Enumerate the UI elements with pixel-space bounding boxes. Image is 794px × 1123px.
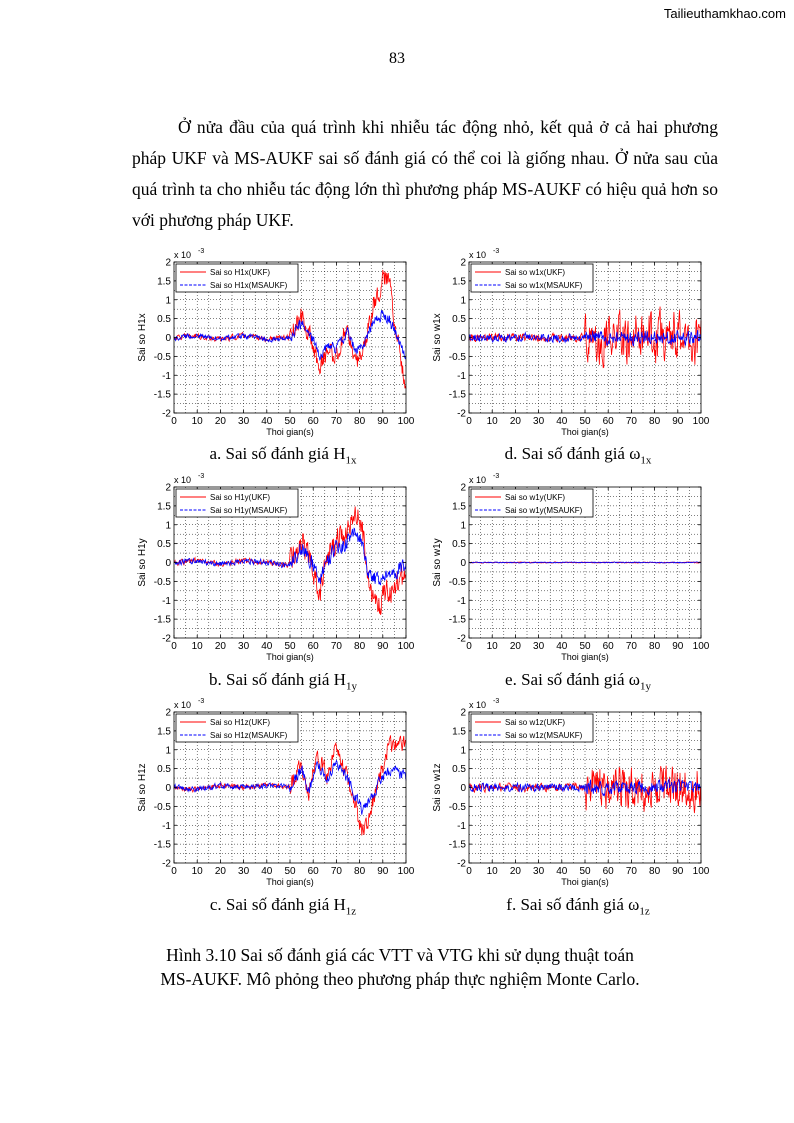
x-tick-label: 80 (649, 416, 661, 427)
y-tick-label: 1.5 (452, 726, 466, 738)
x-tick-label: 80 (354, 416, 366, 427)
y-tick-label: -1.5 (153, 614, 171, 626)
legend-entry: Sai so w1x(MSAUKF) (505, 281, 583, 290)
chart-a (136, 247, 430, 442)
y-tick-label: -1.5 (153, 839, 171, 851)
plot-c (136, 697, 430, 892)
y-tick-label: -0.5 (448, 351, 466, 363)
x-tick-label: 30 (238, 416, 250, 427)
y-tick-label: -1 (162, 370, 171, 382)
exponent-label: x 10 (469, 700, 487, 710)
caption-d: d. Sai số đánh giá $\omega_{1x}$ (504, 444, 652, 467)
caption-c: c. Sai số đánh giá $H_{1z}$ (209, 895, 357, 918)
y-tick-label: 1 (165, 520, 171, 532)
x-tick-label: 30 (533, 866, 545, 877)
y-tick-label: 0 (165, 783, 171, 794)
x-tick-label: 0 (466, 866, 472, 877)
legend-entry: Sai so w1x(UKF) (505, 268, 566, 277)
exponent-label: x 10 (174, 475, 192, 485)
x-tick-label: 90 (377, 866, 389, 877)
x-tick-label: 70 (625, 416, 637, 427)
x-tick-label: 40 (261, 866, 273, 877)
x-tick-label: 20 (509, 866, 521, 877)
y-tick-label: 0 (460, 333, 466, 344)
x-tick-label: 90 (377, 416, 389, 427)
y-tick-label: 0.5 (452, 314, 466, 326)
x-tick-label: 60 (307, 416, 319, 427)
x-tick-label: 60 (307, 641, 319, 652)
x-tick-label: 50 (284, 641, 296, 652)
legend-entry: Sai so H1y(UKF) (210, 493, 271, 502)
x-tick-label: 100 (692, 416, 710, 427)
x-tick-label: 20 (509, 416, 521, 427)
y-tick-label: 1.5 (157, 276, 171, 288)
y-tick-label: 0 (460, 783, 466, 794)
x-axis-label: Thoi gian(s) (561, 877, 609, 887)
x-tick-label: 80 (649, 866, 661, 877)
y-axis-label: Sai so w1z (432, 763, 443, 812)
y-tick-label: -2 (457, 633, 466, 645)
y-tick-label: 1 (460, 745, 466, 757)
x-tick-label: 100 (397, 866, 415, 877)
legend-entry: Sai so H1z(UKF) (210, 718, 271, 727)
x-tick-label: 40 (556, 416, 568, 427)
y-tick-label: 1.5 (452, 501, 466, 513)
exponent-value: -3 (493, 473, 500, 480)
x-tick-label: 60 (602, 641, 614, 652)
y-tick-label: -0.5 (448, 576, 466, 588)
x-tick-label: 10 (486, 641, 498, 652)
y-tick-label: 1 (165, 745, 171, 757)
x-tick-label: 90 (672, 866, 684, 877)
x-tick-label: 50 (579, 641, 591, 652)
y-tick-label: -0.5 (153, 351, 171, 363)
x-tick-label: 20 (214, 416, 226, 427)
exponent-label: x 10 (469, 250, 487, 260)
chart-c (136, 697, 430, 892)
plot-a (136, 247, 430, 442)
x-tick-label: 0 (171, 416, 177, 427)
x-tick-label: 70 (625, 866, 637, 877)
x-tick-label: 90 (672, 641, 684, 652)
x-tick-label: 70 (330, 641, 342, 652)
page-number: 83 (389, 50, 405, 67)
x-tick-label: 10 (486, 416, 498, 427)
legend-entry: Sai so w1z(UKF) (505, 718, 566, 727)
exponent-label: x 10 (174, 250, 192, 260)
x-tick-label: 60 (602, 866, 614, 877)
figure-caption-line1: Hình 3.10 Sai số đánh giá các VTT và VTG khi sử dụng thuật toán (166, 945, 634, 965)
caption-f: f. Sai số đánh giá $\omega_{1z}$ (506, 895, 650, 918)
caption-b: b. Sai số đánh giá $H_{1y}$ (209, 670, 357, 693)
y-tick-label: 0.5 (157, 314, 171, 326)
x-tick-label: 10 (191, 641, 203, 652)
x-tick-label: 10 (191, 866, 203, 877)
x-tick-label: 10 (191, 416, 203, 427)
x-tick-label: 10 (486, 866, 498, 877)
y-tick-label: 2 (165, 482, 171, 494)
plot-b (136, 472, 430, 667)
x-tick-label: 80 (649, 641, 661, 652)
y-tick-label: -1.5 (153, 389, 171, 401)
y-tick-label: -1.5 (448, 839, 466, 851)
chart-b (136, 472, 430, 667)
plot-f (431, 697, 725, 892)
x-tick-label: 100 (692, 641, 710, 652)
y-tick-label: 1.5 (452, 276, 466, 288)
x-tick-label: 100 (397, 641, 415, 652)
y-tick-label: 2 (460, 257, 466, 269)
y-tick-label: 2 (165, 257, 171, 269)
x-tick-label: 0 (171, 641, 177, 652)
y-tick-label: -2 (162, 633, 171, 645)
x-tick-label: 20 (214, 641, 226, 652)
y-tick-label: -0.5 (153, 576, 171, 588)
y-axis-label: Sai so H1x (137, 313, 148, 362)
legend-entry: Sai so H1x(UKF) (210, 268, 271, 277)
x-tick-label: 50 (284, 866, 296, 877)
exponent-value: -3 (493, 698, 500, 705)
y-tick-label: 0 (165, 558, 171, 569)
figure-caption-line2: MS-AUKF. Mô phỏng theo phương pháp thực nghiệm Monte Carlo. (160, 969, 640, 989)
y-tick-label: 2 (460, 482, 466, 494)
y-tick-label: 1.5 (157, 726, 171, 738)
y-tick-label: 1 (460, 520, 466, 532)
y-tick-label: 0.5 (452, 539, 466, 551)
legend-entry: Sai so H1z(MSAUKF) (210, 731, 288, 740)
y-axis-label: Sai so w1y (432, 538, 443, 587)
y-tick-label: 1.5 (157, 501, 171, 513)
y-tick-label: -1 (457, 370, 466, 382)
x-tick-label: 60 (602, 416, 614, 427)
x-tick-label: 80 (354, 641, 366, 652)
y-tick-label: -2 (162, 408, 171, 420)
x-tick-label: 70 (330, 416, 342, 427)
x-tick-label: 40 (261, 416, 273, 427)
y-tick-label: -0.5 (153, 801, 171, 813)
x-tick-label: 30 (238, 641, 250, 652)
y-tick-label: 1 (165, 295, 171, 307)
y-tick-label: -1 (457, 820, 466, 832)
x-tick-label: 30 (533, 416, 545, 427)
x-tick-label: 20 (509, 641, 521, 652)
x-tick-label: 50 (579, 416, 591, 427)
chart-d (431, 247, 725, 442)
y-tick-label: 0 (165, 333, 171, 344)
y-axis-label: Sai so H1z (137, 763, 148, 812)
x-axis-label: Thoi gian(s) (266, 427, 314, 437)
legend-entry: Sai so w1z(MSAUKF) (505, 731, 583, 740)
x-tick-label: 0 (466, 641, 472, 652)
x-tick-label: 30 (238, 866, 250, 877)
y-axis-label: Sai so w1x (432, 313, 443, 362)
y-tick-label: 1 (460, 295, 466, 307)
x-axis-label: Thoi gian(s) (561, 427, 609, 437)
x-tick-label: 100 (692, 866, 710, 877)
caption-a: a. Sai số đánh giá $H_{1x}$ (209, 444, 357, 467)
x-tick-label: 80 (354, 866, 366, 877)
exponent-value: -3 (198, 698, 205, 705)
y-tick-label: -2 (457, 858, 466, 870)
x-tick-label: 90 (377, 641, 389, 652)
x-tick-label: 40 (261, 641, 273, 652)
plot-e (431, 472, 725, 667)
x-tick-label: 20 (214, 866, 226, 877)
exponent-label: x 10 (174, 700, 192, 710)
x-tick-label: 50 (284, 416, 296, 427)
y-tick-label: 2 (165, 707, 171, 719)
exponent-value: -3 (198, 473, 205, 480)
legend-entry: Sai so w1y(UKF) (505, 493, 566, 502)
x-tick-label: 0 (466, 416, 472, 427)
y-tick-label: -0.5 (448, 801, 466, 813)
body-paragraph: Ở nửa đầu của quá trình khi nhiễu tác động nhỏ, kết quả ở cả hai phương pháp UKF và MS-AUKF sai số đánh giá có thể coi là giống nhau. Ở nửa sau của quá trình ta cho nhiễu tác động lớn thì phương pháp MS-AUKF có hiệu quả hơn so với phương pháp UKF. (132, 117, 718, 230)
x-tick-label: 40 (556, 866, 568, 877)
plot-d (431, 247, 725, 442)
y-tick-label: 2 (460, 707, 466, 719)
x-tick-label: 50 (579, 866, 591, 877)
figure-caption (120, 943, 680, 991)
caption-e: e. Sai số đánh giá $\omega_{1y}$ (505, 670, 651, 693)
watermark: Tailieuthamkhao.com (663, 6, 786, 21)
y-tick-label: -1 (162, 595, 171, 607)
y-tick-label: 0.5 (157, 539, 171, 551)
y-tick-label: -2 (162, 858, 171, 870)
y-tick-label: -1.5 (448, 389, 466, 401)
y-tick-label: -2 (457, 408, 466, 420)
y-tick-label: -1 (162, 820, 171, 832)
x-tick-label: 70 (625, 641, 637, 652)
x-tick-label: 90 (672, 416, 684, 427)
y-axis-label: Sai so H1y (137, 538, 148, 587)
chart-f (431, 697, 725, 892)
x-tick-label: 0 (171, 866, 177, 877)
x-axis-label: Thoi gian(s) (561, 652, 609, 662)
legend-entry: Sai so H1y(MSAUKF) (210, 506, 288, 515)
y-tick-label: 0 (460, 558, 466, 569)
y-tick-label: -1 (457, 595, 466, 607)
exponent-value: -3 (493, 248, 500, 255)
legend-entry: Sai so w1y(MSAUKF) (505, 506, 583, 515)
chart-e (431, 472, 725, 667)
x-axis-label: Thoi gian(s) (266, 877, 314, 887)
exponent-value: -3 (198, 248, 205, 255)
y-tick-label: 0.5 (452, 764, 466, 776)
y-tick-label: -1.5 (448, 614, 466, 626)
x-tick-label: 40 (556, 641, 568, 652)
exponent-label: x 10 (469, 475, 487, 485)
x-tick-label: 70 (330, 866, 342, 877)
x-tick-label: 100 (397, 416, 415, 427)
y-tick-label: 0.5 (157, 764, 171, 776)
x-axis-label: Thoi gian(s) (266, 652, 314, 662)
x-tick-label: 30 (533, 641, 545, 652)
x-tick-label: 60 (307, 866, 319, 877)
legend-entry: Sai so H1x(MSAUKF) (210, 281, 288, 290)
